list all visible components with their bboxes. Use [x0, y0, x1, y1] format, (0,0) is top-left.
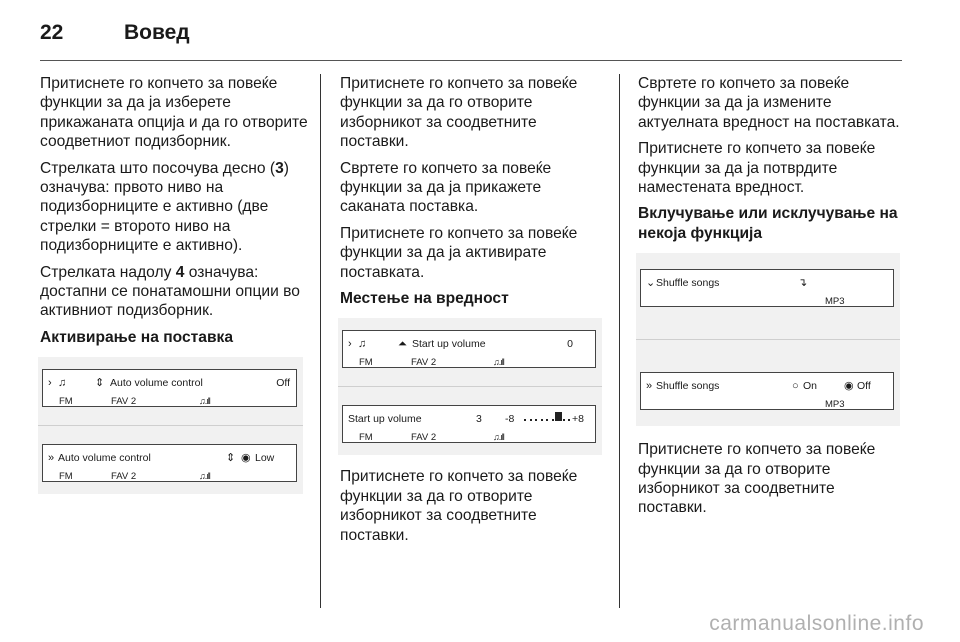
- option-on-label: On: [803, 380, 818, 393]
- chevron-right-icon: ›: [48, 377, 52, 390]
- source-label: MP3: [825, 296, 845, 308]
- slider-dot: [568, 419, 570, 421]
- slider-dot: [563, 419, 565, 421]
- display-screen: [342, 330, 596, 368]
- slider-thumb: [555, 412, 562, 421]
- column-2: [340, 74, 608, 552]
- panel-divider: [38, 425, 303, 426]
- setting-value: 3: [476, 413, 482, 426]
- radio-selected-icon: ◉: [844, 380, 854, 393]
- display-screen: [342, 405, 596, 443]
- source-label: MP3: [825, 399, 845, 411]
- paragraph: Притиснете го копчето за повеќе функции за да ја изберете прикажаната опција и да го отворите соодветниот подизборник.: [40, 75, 308, 151]
- panel-divider: [338, 386, 602, 387]
- chevron-down-icon: ⌄: [646, 277, 656, 290]
- section-heading: Активирање на поставка: [40, 328, 234, 346]
- preset-label: FAV 2: [411, 357, 437, 369]
- setting-label: Auto volume control: [58, 452, 151, 465]
- signal-strength-icon: ♫.ıll: [199, 471, 210, 482]
- slider-min-label: -8: [505, 413, 515, 426]
- panel-divider: [636, 339, 900, 340]
- preset-label: FAV 2: [411, 432, 437, 444]
- watermark: carmanualsonline.info: [709, 612, 924, 635]
- slider-dot: [535, 419, 537, 421]
- setting-value: Low: [255, 452, 275, 465]
- display-screen: [640, 269, 894, 307]
- slider-dot: [552, 419, 554, 421]
- music-note-icon: ♫: [58, 377, 67, 390]
- preset-label: FAV 2: [111, 396, 137, 408]
- column-1: [40, 74, 312, 494]
- chevron-right-icon: ›: [348, 338, 352, 351]
- band-label: FM: [59, 396, 73, 408]
- band-label: FM: [359, 432, 373, 444]
- paragraph: Стрелката што посочува десно (3) означува: првото ниво на подизборниците е активно (две стрелки = второто ниво на подизборниците е активно).: [40, 159, 289, 255]
- display-screen: [42, 369, 297, 407]
- paragraph: Стрелката надолу 4 означува: достапни се понатамошни опции во активниот подизборник.: [40, 263, 300, 320]
- page-number: 22: [40, 21, 64, 44]
- paragraph: Притиснете го копчето за повеќе функции за да го отворите изборникот за соодветните поставки.: [340, 75, 578, 151]
- preset-label: FAV 2: [111, 471, 137, 483]
- shuffle-icon: ↴: [798, 277, 808, 290]
- section-heading: Вклучување или исклучување на некоја функција: [638, 205, 898, 242]
- music-note-icon: ♫: [358, 338, 367, 351]
- setting-label: Auto volume control: [110, 377, 203, 390]
- option-off-label: Off: [857, 380, 871, 393]
- display-screen: [42, 444, 297, 482]
- display-screen: [640, 372, 894, 410]
- paragraph: Притиснете го копчето за повеќе функции за да ја активирате поставката.: [340, 224, 578, 281]
- radio-unselected-icon: ○: [792, 380, 799, 393]
- up-down-arrow-icon: ⇕: [226, 452, 236, 465]
- up-down-arrow-icon: ⇕: [95, 377, 105, 390]
- display-illustration: [338, 318, 602, 455]
- up-arrow-icon: ⏶: [398, 338, 407, 351]
- double-chevron-right-icon: »: [646, 380, 653, 393]
- volume-slider: [522, 412, 572, 422]
- setting-label: Shuffle songs: [656, 277, 720, 290]
- setting-label: Shuffle songs: [656, 380, 720, 393]
- band-label: FM: [59, 471, 73, 483]
- paragraph: Притиснете го копчето за повеќе функции за да го отворите изборникот за соодветните поставки.: [340, 468, 578, 544]
- slider-dot: [541, 419, 543, 421]
- setting-label: Start up volume: [412, 338, 486, 351]
- section-heading: Местење на вредност: [340, 290, 509, 308]
- band-label: FM: [359, 357, 373, 369]
- signal-strength-icon: ♫.ıll: [493, 432, 504, 443]
- header-divider: [40, 60, 902, 61]
- display-illustration: [38, 357, 303, 494]
- slider-dot: [530, 419, 532, 421]
- paragraph: Свртете го копчето за повеќе функции за да ја измените актуелната вредност на поставката.: [638, 75, 900, 131]
- display-illustration: [636, 253, 900, 426]
- double-chevron-right-icon: »: [48, 452, 55, 465]
- paragraph: Свртете го копчето за повеќе функции за да ја прикажете саканата поставка.: [340, 159, 552, 216]
- slider-max-label: +8: [572, 413, 584, 426]
- setting-value: 0: [567, 338, 573, 351]
- signal-strength-icon: ♫.ıll: [199, 396, 210, 407]
- column-divider: [619, 74, 620, 608]
- page-header: [40, 18, 190, 48]
- slider-dot: [524, 419, 526, 421]
- setting-label: Start up volume: [348, 413, 422, 426]
- signal-strength-icon: ♫.ıll: [493, 357, 504, 368]
- radio-selected-icon: ◉: [241, 452, 251, 465]
- column-3: [638, 74, 906, 525]
- column-divider: [320, 74, 321, 608]
- setting-value: Off: [276, 377, 290, 390]
- slider-dot: [546, 419, 548, 421]
- page-title: Вовед: [124, 21, 190, 44]
- paragraph: Притиснете го копчето за повеќе функции за да ја потврдите наместената вредност.: [638, 140, 876, 197]
- paragraph: Притиснете го копчето за повеќе функции за да го отворите изборникот за соодветните поставки.: [638, 441, 876, 517]
